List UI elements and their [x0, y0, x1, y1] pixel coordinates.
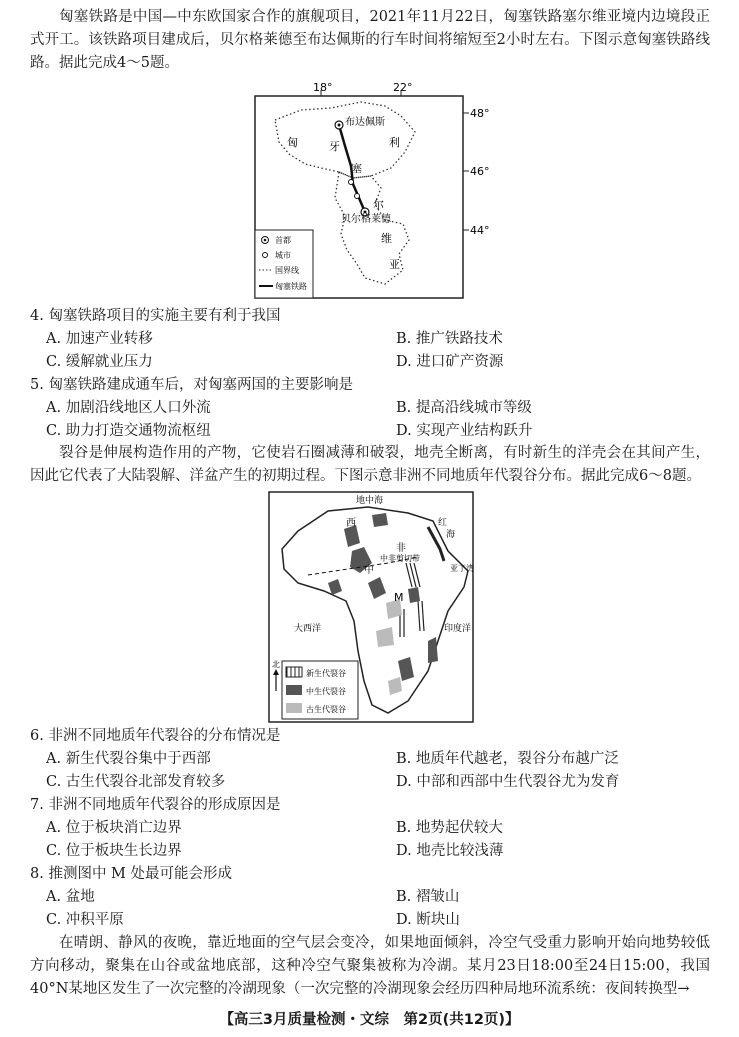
lon-label-22: 22° [393, 81, 413, 94]
legend-cenozoic: 新生代裂谷 [306, 669, 346, 678]
label-indian-ocean: 印度洋 [444, 624, 472, 634]
country-char-6: 维 [381, 232, 392, 245]
map1-legend [255, 230, 313, 298]
question-6-option-a[interactable]: A. 新生代裂谷集中于西部 [46, 751, 211, 767]
question-8-option-c[interactable]: C. 冲积平原 [46, 912, 124, 928]
label-sea: 海 [446, 530, 456, 540]
passage-cold-lake: 在晴朗、静风的夜晚，靠近地面的空气层会变冷，如果地面倾斜，冷空气受重力影响开始向地势较低方向移动，聚集在山谷或盆地底部，这种冷空气聚集被称为冷湖。某月23日18:00至24日15:00，我国40°N某地区发生了一次完整的冷湖现象（一次完整的冷湖现象会经历四种局地环流系统：夜间转换型→ [30, 935, 710, 997]
question-4-option-c[interactable]: C. 缓解就业压力 [46, 354, 153, 370]
africa-rift-map [268, 491, 474, 723]
passage-africa-rifts: 裂谷是伸展构造作用的产物，它使岩石圈减薄和破裂，地壳全断离，有时新生的洋壳会在其间产生，因此它代表了大陆裂解、洋盆产生的初期过程。下图示意非洲不同地质年代裂谷分布。据此完成6～8题。 [30, 445, 710, 484]
legend-border: 国界线 [275, 266, 299, 275]
label-mediterranean: 地中海 [356, 496, 384, 506]
passage-hungary-serbia-railway: 匈塞铁路是中国—中东欧国家合作的旗舰项目，2021年11月22日，匈塞铁路塞尔维亚境内边境段正式开工。该铁路项目建成后，贝尔格莱德至布达佩斯的行车时间将缩短至2小时左右。下图示意匈塞铁路线路。据此完成4～5题。 [30, 9, 710, 71]
question-7-option-b[interactable]: B. 地势起伏较大 [396, 820, 503, 836]
page-footer: 【高三3月质量检测・文综 第2页(共12页)】 [219, 1012, 520, 1028]
question-5-option-c[interactable]: C. 助力打造交通物流枢纽 [46, 423, 211, 439]
label-shear-zone: 中非剪切带 [380, 554, 420, 563]
legend-capital: 首都 [275, 236, 291, 245]
hungary-serbia-railway-map [253, 80, 493, 302]
question-4-option-b[interactable]: B. 推广铁路技术 [396, 331, 503, 347]
country-char-1: 匈 [287, 136, 298, 149]
legend-paleozoic: 古生代裂谷 [306, 705, 346, 714]
question-5-option-a[interactable]: A. 加剧沿线地区人口外流 [46, 400, 211, 416]
country-char-2: 牙 [329, 140, 340, 153]
label-africa: 非 [396, 543, 406, 554]
legend-railway: 匈塞铁路 [275, 282, 307, 291]
lon-label-18: 18° [313, 81, 333, 94]
question-8-option-d[interactable]: D. 断块山 [396, 912, 460, 928]
label-atlantic: 大西洋 [294, 624, 322, 634]
question-6-stem: 6. 非洲不同地质年代裂谷的分布情况是 [30, 728, 281, 744]
lat-label-46: 46° [470, 165, 490, 178]
map2-legend [282, 661, 358, 719]
legend-mesozoic: 中生代裂谷 [306, 687, 346, 696]
country-char-3: 利 [389, 136, 400, 149]
question-4-stem: 4. 匈塞铁路项目的实施主要有利于我国 [30, 308, 281, 324]
label-red: 红 [438, 518, 448, 528]
question-5-option-b[interactable]: B. 提高沿线城市等级 [396, 400, 532, 416]
question-7-stem: 7. 非洲不同地质年代裂谷的形成原因是 [30, 797, 281, 813]
question-7-option-c[interactable]: C. 位于板块生长边界 [46, 843, 182, 859]
lat-label-44: 44° [470, 224, 490, 237]
question-8-option-a[interactable]: A. 盆地 [46, 889, 95, 905]
question-8-stem: 8. 推测图中 M 处最可能会形成 [30, 866, 233, 882]
label-north: 北 [272, 660, 280, 669]
question-4-option-d[interactable]: D. 进口矿产资源 [396, 354, 504, 370]
city-budapest: 布达佩斯 [345, 117, 385, 128]
legend-city: 城市 [275, 251, 291, 260]
question-4-option-a[interactable]: A. 加速产业转移 [46, 331, 153, 347]
question-6-option-b[interactable]: B. 地质年代越老，裂谷分布越广泛 [396, 751, 619, 767]
label-west: 西 [346, 518, 356, 529]
label-central: 中 [364, 565, 374, 576]
city-belgrade: 贝尔格莱德 [341, 214, 391, 225]
country-char-4: 塞 [351, 162, 362, 175]
question-8-option-b[interactable]: B. 褶皱山 [396, 889, 460, 905]
label-m: M [394, 591, 404, 604]
question-5-stem: 5. 匈塞铁路建成通车后，对匈塞两国的主要影响是 [30, 377, 353, 393]
question-6-option-c[interactable]: C. 古生代裂谷北部发育较多 [46, 774, 226, 790]
question-7-option-d[interactable]: D. 地壳比较浅薄 [396, 843, 504, 859]
country-char-7: 亚 [389, 258, 400, 271]
country-char-5: 尔 [373, 198, 384, 211]
question-7-option-a[interactable]: A. 位于板块消亡边界 [46, 820, 182, 836]
label-gulf-of-aden: 亚丁湾 [450, 564, 474, 573]
question-6-option-d[interactable]: D. 中部和西部中生代裂谷尤为发育 [396, 774, 620, 790]
lat-label-48: 48° [470, 107, 490, 120]
question-5-option-d[interactable]: D. 实现产业结构跃升 [396, 423, 533, 439]
